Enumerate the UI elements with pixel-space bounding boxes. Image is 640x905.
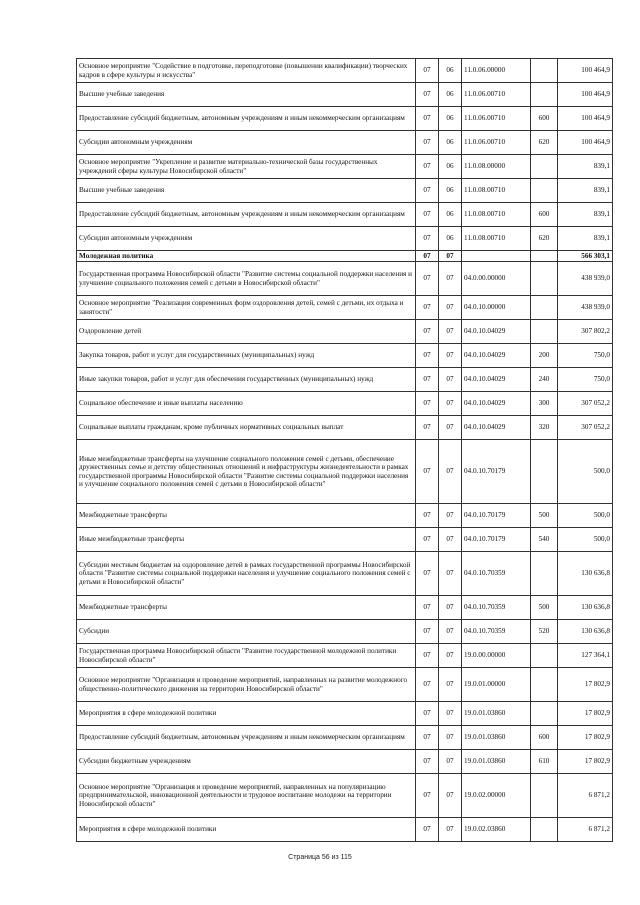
section-code-cell: 07: [416, 818, 439, 842]
subsection-code-cell: 07: [439, 262, 462, 296]
expense-type-code-cell: [531, 702, 558, 726]
target-item-code-cell: 04.0.10.04029: [462, 368, 531, 392]
subsection-code-cell: 07: [439, 392, 462, 416]
table-row: [77, 552, 613, 596]
table-row: [77, 107, 613, 131]
item-name-cell: Субсидии: [77, 620, 416, 644]
item-name-cell: Межбюджетные трансферты: [77, 504, 416, 528]
section-code-cell: 07: [416, 203, 439, 227]
expense-type-code-cell: [531, 668, 558, 702]
table-row: [77, 726, 613, 750]
target-item-code-cell: 04.0.10.70179: [462, 440, 531, 504]
item-name-cell: Государственная программа Новосибирской области "Развитие системы социальной поддержки населения и улучшение социального положения семей с детьми в Новосибирской области": [77, 262, 416, 296]
subsection-code-cell: 07: [439, 504, 462, 528]
section-code-cell: 07: [416, 155, 439, 179]
target-item-code-cell: 11.0.08.00710: [462, 179, 531, 203]
target-item-code-cell: 19.0.01.00000: [462, 668, 531, 702]
item-name-cell: Иные закупки товаров, работ и услуг для обеспечения государственных (муниципальных) нужд: [77, 368, 416, 392]
target-item-code-cell: 04.0.10.04029: [462, 392, 531, 416]
item-name-cell: Предоставление субсидий бюджетным, автономным учреждениям и иным некоммерческим организациям: [77, 107, 416, 131]
amount-cell: 100 464,9: [558, 83, 613, 107]
expense-type-code-cell: 200: [531, 344, 558, 368]
target-item-code-cell: 04.0.10.70359: [462, 552, 531, 596]
item-name-cell: Основное мероприятие "Организация и проведение мероприятий, направленных на развитие молодежного общественно-политического движения на территории Новосибирской области": [77, 668, 416, 702]
target-item-code-cell: 11.0.08.00710: [462, 203, 531, 227]
target-item-code-cell: 04.0.00.00000: [462, 262, 531, 296]
item-name-cell: Субсидии бюджетным учреждениям: [77, 750, 416, 774]
target-item-code-cell: 11.0.06.00710: [462, 131, 531, 155]
table-row: [77, 131, 613, 155]
item-name-cell: Социальное обеспечение и иные выплаты населению: [77, 392, 416, 416]
subsection-code-cell: 06: [439, 59, 462, 83]
budget-table-body: [77, 59, 613, 842]
amount-cell: 6 871,2: [558, 774, 613, 818]
amount-cell: 566 303,1: [558, 251, 613, 262]
amount-cell: 307 802,2: [558, 320, 613, 344]
subsection-code-cell: 07: [439, 726, 462, 750]
target-item-code-cell: 11.0.08.00710: [462, 227, 531, 251]
expense-type-code-cell: 500: [531, 596, 558, 620]
item-name-cell: Субсидии местным бюджетам на оздоровление детей в рамках государственной программы Новосибирской области "Развитие системы социальной поддержки населения и улучшение социального положения семей с детьми в Новосибирской области": [77, 552, 416, 596]
target-item-code-cell: 11.0.06.00710: [462, 83, 531, 107]
item-name-cell: Социальные выплаты гражданам, кроме публичных нормативных социальных выплат: [77, 416, 416, 440]
page-number: Страница 56 из 115: [288, 854, 352, 861]
section-code-cell: 07: [416, 131, 439, 155]
target-item-code-cell: 04.0.10.04029: [462, 320, 531, 344]
item-name-cell: Иные межбюджетные трансферты на улучшение социального положения семей с детьми, обеспечение дружественных семье и детству общественных отношений и инфраструктуры жизнедеятельности в рамках государственной программы Новосибирской области "Развитие системы социальной поддержки населения и улучшение социального положения семей с детьми в Новосибирской области": [77, 440, 416, 504]
target-item-code-cell: 04.0.10.00000: [462, 296, 531, 320]
amount-cell: 750,0: [558, 368, 613, 392]
subsection-code-cell: 07: [439, 416, 462, 440]
expense-type-code-cell: [531, 83, 558, 107]
table-row: [77, 528, 613, 552]
item-name-cell: Основное мероприятие "Содействие в подготовке, переподготовке (повышении квалификации) творческих кадров в сфере культуры и искусства": [77, 59, 416, 83]
item-name-cell: Молодежная политика: [77, 251, 416, 262]
section-code-cell: 07: [416, 416, 439, 440]
section-code-cell: 07: [416, 750, 439, 774]
subsection-code-cell: 06: [439, 83, 462, 107]
table-row: [77, 440, 613, 504]
table-row: [77, 774, 613, 818]
table-row: [77, 251, 613, 262]
expense-type-code-cell: [531, 296, 558, 320]
section-code-cell: 07: [416, 774, 439, 818]
target-item-code-cell: 19.0.02.03860: [462, 818, 531, 842]
target-item-code-cell: 19.0.01.03860: [462, 702, 531, 726]
item-name-cell: Предоставление субсидий бюджетным, автономным учреждениям и иным некоммерческим организациям: [77, 203, 416, 227]
item-name-cell: Высшие учебные заведения: [77, 83, 416, 107]
section-code-cell: 07: [416, 702, 439, 726]
section-code-cell: 07: [416, 344, 439, 368]
expense-type-code-cell: 600: [531, 726, 558, 750]
amount-cell: 438 939,0: [558, 296, 613, 320]
section-code-cell: 07: [416, 262, 439, 296]
subsection-code-cell: 07: [439, 668, 462, 702]
table-row: [77, 596, 613, 620]
section-code-cell: 07: [416, 504, 439, 528]
table-row: [77, 368, 613, 392]
section-code-cell: 07: [416, 440, 439, 504]
subsection-code-cell: 07: [439, 620, 462, 644]
item-name-cell: Основное мероприятие "Реализация современных форм оздоровления детей, семей с детьми, их отдыха и занятости": [77, 296, 416, 320]
section-code-cell: 07: [416, 296, 439, 320]
amount-cell: 100 464,9: [558, 131, 613, 155]
expense-type-code-cell: [531, 644, 558, 668]
amount-cell: 17 802,9: [558, 726, 613, 750]
section-code-cell: 07: [416, 620, 439, 644]
expense-type-code-cell: [531, 320, 558, 344]
expense-type-code-cell: 600: [531, 203, 558, 227]
amount-cell: 839,1: [558, 179, 613, 203]
subsection-code-cell: 07: [439, 818, 462, 842]
expense-type-code-cell: [531, 552, 558, 596]
target-item-code-cell: 11.0.06.00000: [462, 59, 531, 83]
section-code-cell: 07: [416, 596, 439, 620]
expense-type-code-cell: 620: [531, 227, 558, 251]
table-row: [77, 644, 613, 668]
expense-type-code-cell: [531, 179, 558, 203]
item-name-cell: Субсидии автономным учреждениям: [77, 131, 416, 155]
amount-cell: 839,1: [558, 155, 613, 179]
section-code-cell: 07: [416, 251, 439, 262]
table-row: [77, 416, 613, 440]
target-item-code-cell: 11.0.06.00710: [462, 107, 531, 131]
table-row: [77, 227, 613, 251]
table-row: [77, 702, 613, 726]
target-item-code-cell: 19.0.01.03860: [462, 750, 531, 774]
expense-type-code-cell: [531, 155, 558, 179]
section-code-cell: 07: [416, 552, 439, 596]
expense-type-code-cell: [531, 818, 558, 842]
amount-cell: 17 802,9: [558, 668, 613, 702]
section-code-cell: 07: [416, 644, 439, 668]
target-item-code-cell: 04.0.10.04029: [462, 416, 531, 440]
table-row: [77, 620, 613, 644]
amount-cell: 100 464,9: [558, 59, 613, 83]
section-code-cell: 07: [416, 528, 439, 552]
amount-cell: 100 464,9: [558, 107, 613, 131]
target-item-code-cell: 04.0.10.70179: [462, 528, 531, 552]
subsection-code-cell: 07: [439, 528, 462, 552]
section-code-cell: 07: [416, 668, 439, 702]
expense-type-code-cell: 520: [531, 620, 558, 644]
table-row: [77, 320, 613, 344]
expense-type-code-cell: [531, 440, 558, 504]
subsection-code-cell: 07: [439, 596, 462, 620]
expense-type-code-cell: [531, 59, 558, 83]
expense-type-code-cell: 540: [531, 528, 558, 552]
subsection-code-cell: 06: [439, 227, 462, 251]
section-code-cell: 07: [416, 726, 439, 750]
amount-cell: 6 871,2: [558, 818, 613, 842]
table-row: [77, 262, 613, 296]
subsection-code-cell: 06: [439, 203, 462, 227]
section-code-cell: 07: [416, 179, 439, 203]
expense-type-code-cell: 500: [531, 504, 558, 528]
target-item-code-cell: 19.0.02.00000: [462, 774, 531, 818]
subsection-code-cell: 07: [439, 440, 462, 504]
expense-type-code-cell: 600: [531, 107, 558, 131]
target-item-code-cell: 04.0.10.04029: [462, 344, 531, 368]
item-name-cell: Оздоровление детей: [77, 320, 416, 344]
amount-cell: 500,0: [558, 504, 613, 528]
budget-table: [76, 58, 613, 842]
amount-cell: 130 636,8: [558, 552, 613, 596]
amount-cell: 750,0: [558, 344, 613, 368]
table-row: [77, 392, 613, 416]
table-row: [77, 155, 613, 179]
table-row: [77, 818, 613, 842]
subsection-code-cell: 07: [439, 344, 462, 368]
expense-type-code-cell: 300: [531, 392, 558, 416]
expense-type-code-cell: 610: [531, 750, 558, 774]
table-row: [77, 504, 613, 528]
expense-type-code-cell: 320: [531, 416, 558, 440]
subsection-code-cell: 06: [439, 155, 462, 179]
section-code-cell: 07: [416, 83, 439, 107]
subsection-code-cell: 07: [439, 702, 462, 726]
section-code-cell: 07: [416, 368, 439, 392]
table-row: [77, 203, 613, 227]
item-name-cell: Межбюджетные трансферты: [77, 596, 416, 620]
target-item-code-cell: 19.0.00.00000: [462, 644, 531, 668]
section-code-cell: 07: [416, 227, 439, 251]
amount-cell: 130 636,8: [558, 620, 613, 644]
subsection-code-cell: 06: [439, 179, 462, 203]
item-name-cell: Иные межбюджетные трансферты: [77, 528, 416, 552]
target-item-code-cell: 04.0.10.70359: [462, 596, 531, 620]
expense-type-code-cell: [531, 262, 558, 296]
subsection-code-cell: 06: [439, 131, 462, 155]
subsection-code-cell: 07: [439, 296, 462, 320]
item-name-cell: Мероприятия в сфере молодежной политики: [77, 702, 416, 726]
subsection-code-cell: 07: [439, 552, 462, 596]
table-row: [77, 750, 613, 774]
amount-cell: 500,0: [558, 440, 613, 504]
amount-cell: 839,1: [558, 227, 613, 251]
amount-cell: 130 636,8: [558, 596, 613, 620]
item-name-cell: Закупка товаров, работ и услуг для государственных (муниципальных) нужд: [77, 344, 416, 368]
section-code-cell: 07: [416, 59, 439, 83]
subsection-code-cell: 07: [439, 368, 462, 392]
target-item-code-cell: 19.0.01.03860: [462, 726, 531, 750]
section-code-cell: 07: [416, 392, 439, 416]
item-name-cell: Предоставление субсидий бюджетным, автономным учреждениям и иным некоммерческим организациям: [77, 726, 416, 750]
table-row: [77, 179, 613, 203]
target-item-code-cell: 04.0.10.70359: [462, 620, 531, 644]
item-name-cell: Высшие учебные заведения: [77, 179, 416, 203]
section-code-cell: 07: [416, 107, 439, 131]
amount-cell: 17 802,9: [558, 750, 613, 774]
amount-cell: 17 802,9: [558, 702, 613, 726]
expense-type-code-cell: [531, 774, 558, 818]
subsection-code-cell: 07: [439, 774, 462, 818]
amount-cell: 839,1: [558, 203, 613, 227]
item-name-cell: Основное мероприятие "Организация и проведение мероприятий, направленных на популяризацию предпринимательской, инновационной деятельности и трудовое воспитание молодежи на территории Новосибирской области": [77, 774, 416, 818]
item-name-cell: Государственная программа Новосибирской области "Развитие государственной молодежной политики Новосибирской области": [77, 644, 416, 668]
target-item-code-cell: [462, 251, 531, 262]
table-row: [77, 296, 613, 320]
amount-cell: 307 052,2: [558, 392, 613, 416]
item-name-cell: Мероприятия в сфере молодежной политики: [77, 818, 416, 842]
subsection-code-cell: 07: [439, 644, 462, 668]
table-row: [77, 83, 613, 107]
item-name-cell: Субсидии автономным учреждениям: [77, 227, 416, 251]
expense-type-code-cell: [531, 251, 558, 262]
subsection-code-cell: 06: [439, 107, 462, 131]
amount-cell: 438 939,0: [558, 262, 613, 296]
amount-cell: 127 364,1: [558, 644, 613, 668]
section-code-cell: 07: [416, 320, 439, 344]
table-row: [77, 668, 613, 702]
subsection-code-cell: 07: [439, 251, 462, 262]
table-row: [77, 344, 613, 368]
amount-cell: 307 052,2: [558, 416, 613, 440]
target-item-code-cell: 04.0.10.70179: [462, 504, 531, 528]
subsection-code-cell: 07: [439, 320, 462, 344]
subsection-code-cell: 07: [439, 750, 462, 774]
table-row: [77, 59, 613, 83]
amount-cell: 500,0: [558, 528, 613, 552]
expense-type-code-cell: 240: [531, 368, 558, 392]
item-name-cell: Основное мероприятие "Укрепление и развитие материально-технической базы государственных учреждений сферы культуры Новосибирской области": [77, 155, 416, 179]
target-item-code-cell: 11.0.08.00000: [462, 155, 531, 179]
expense-type-code-cell: 620: [531, 131, 558, 155]
